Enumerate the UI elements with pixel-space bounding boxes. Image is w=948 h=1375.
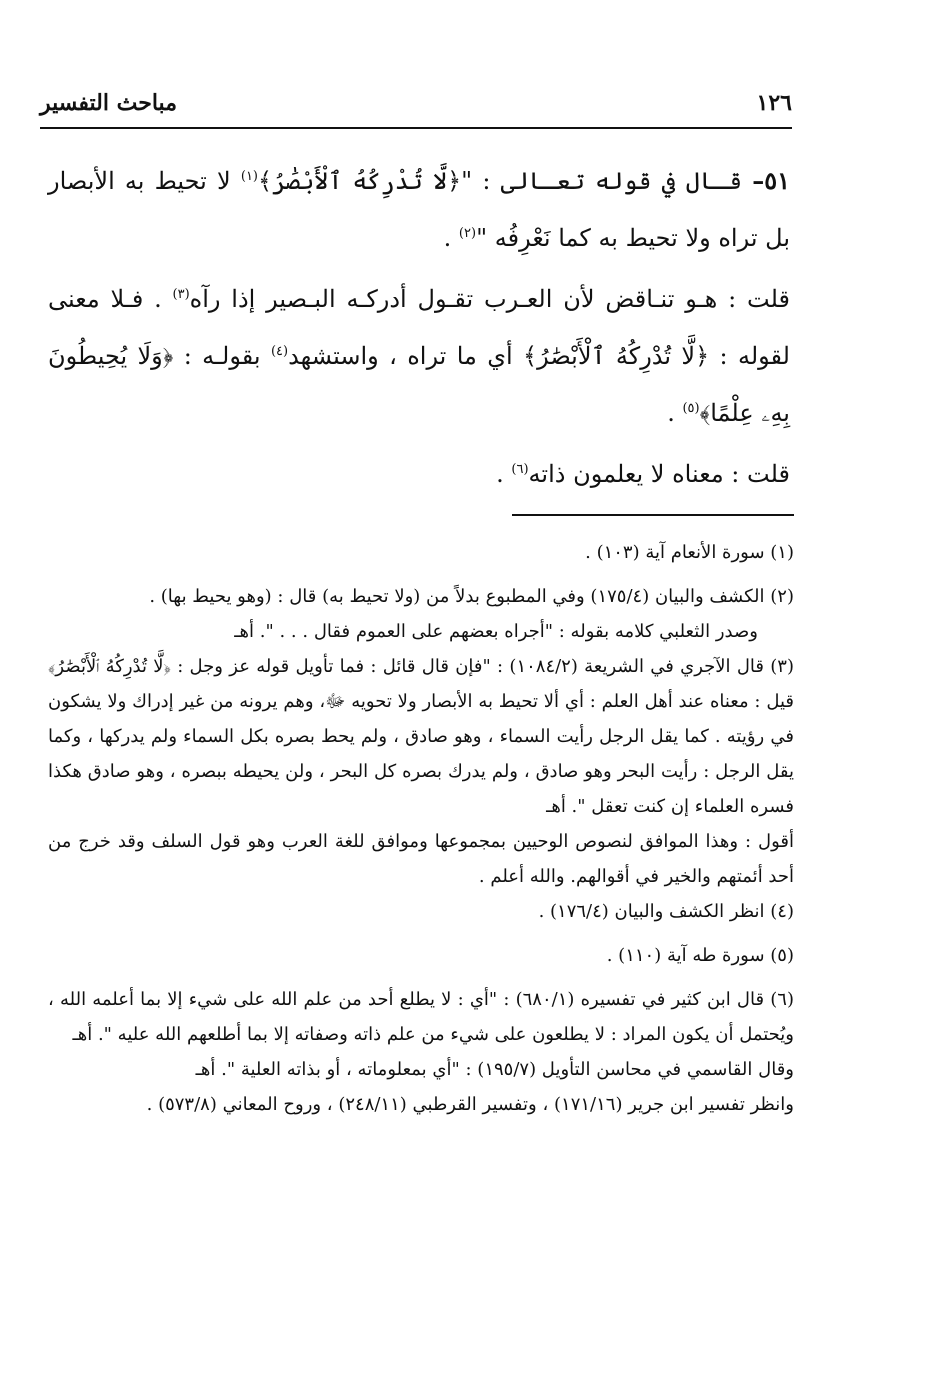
paragraph-text: قـال في قوله تعـالى : "﴿لَّا تُدْرِكُهُ ٱلْأَبْصَٰرُ﴾	[258, 167, 753, 195]
footnote-ref[interactable]: (١)	[240, 169, 258, 184]
main-text	[48, 152, 790, 503]
footnote-6-continuation: وقال القاسمي في محاسن التأويل (١٩٥/٧) : "أي بمعلوماته ، أو بذاته العلية ". أهـ	[195, 1059, 794, 1080]
footnote-3-comment: أقول : وهذا الموافق لنصوص الوحيين بمجموعها وموافق للغة العرب وهو قول السلف وقد خرج من أحد أئمتهم والخير في أقوالهم. والله أعلم .	[48, 831, 794, 887]
paragraph-text: .	[496, 460, 512, 488]
footnote-4: (٤) انظر الكشف والبيان (١٧٦/٤) .	[538, 901, 794, 922]
paragraph-text: .	[667, 399, 683, 427]
paragraph-text: . فـلا معنى لقوله : ﴿لَّا تُدْرِكُهُ ٱلْأَبْصَٰرُ﴾ أي ما تراه ، واستشهد	[48, 285, 790, 370]
page-header	[40, 88, 792, 126]
paragraph-conclusion	[48, 446, 790, 503]
page-number: ١٢٦	[756, 90, 792, 116]
footnote-6: (٦) قال ابن كثير في تفسيره (٦٨٠/١) : "أي : لا يطلع أحد من علم الله على شيء إلا بما أعلمه الله ، ويُحتمل أن يكون المراد : لا يطلعون على شيء من علم ذاته وصفاته إلا بما أطلعهم الله عليه ". أهـ	[48, 989, 794, 1045]
footnote-1: (١) سورة الأنعام آية (١٠٣) .	[585, 542, 794, 563]
footnote-ref[interactable]: (٣)	[172, 287, 190, 302]
paragraph-comment	[48, 271, 790, 442]
footnote-6-continuation: وانظر تفسير ابن جرير (١٧١/١٦) ، وتفسير القرطبي (٢٤٨/١١) ، وروح المعاني (٥٧٣/٨) .	[146, 1094, 794, 1115]
running-title: مباحث التفسير	[40, 90, 177, 116]
paragraph-text: قلت : معناه لا يعلمون ذاته	[528, 460, 790, 488]
footnote-2-continuation: وصدر الثعلبي كلامه بقوله : "أجراه بعضهم على العموم فقال . . . ". أهـ	[234, 621, 758, 642]
footnote-5: (٥) سورة طه آية (١١٠) .	[606, 945, 794, 966]
footnote-ref[interactable]: (٦)	[511, 462, 529, 477]
footnote-3: (٣) قال الآجري في الشريعة (١٠٨٤/٢) : "فإن قال قائل : فما تأويل قوله عز وجل : ﴿لَّا تُدْرِكُهُ ٱلْأَبْصَٰرُ﴾ قيل : معناه عند أهل العلم : أي ألا تحيط به الأبصار ولا تحويه ﷻ، وهم يرونه من غير إدراك ولا يشكون في رؤيته . كما يقل الرجل رأيت السماء ، وهو صادق ، ولم يحط بصره بكل السماء ولم يدركها ، وكما يقل الرجل : رأيت البحر وهو صادق ، ولم يدرك بصره كل البحر ، ولن يحيطه ببصره ، وهو صادق هكذا فسره العلماء إن كنت تعقل ". أهـ	[48, 656, 794, 817]
footnote-ref[interactable]: (٥)	[682, 401, 700, 416]
footnote-ref[interactable]: (٤)	[270, 344, 289, 359]
paragraph-text: بقولـه : ﴿وَلَا يُحِيطُونَ بِهِۦ عِلْمًا﴾	[48, 342, 790, 427]
paragraph-text: لا تحيط به الأبصار بل تراه ولا تحيط به كما نَعْرِفُه "	[48, 167, 790, 252]
paragraph-51	[48, 152, 790, 267]
footnote-ref[interactable]: (٢)	[458, 226, 477, 241]
footnotes	[48, 535, 794, 1122]
footnote-separator	[512, 514, 794, 516]
paragraph-text: قلت : هـو تنـاقض لأن العـرب تقـول أدركـه البـصير إذا رآه	[189, 285, 790, 313]
header-rule	[40, 127, 792, 129]
paragraph-text: .	[443, 224, 459, 252]
item-number: ٥١–	[752, 166, 790, 195]
footnote-2: (٢) الكشف والبيان (١٧٥/٤) وفي المطبوع بدلاً من (ولا تحيط به) قال : (وهو يحيط بها) .	[149, 586, 794, 607]
